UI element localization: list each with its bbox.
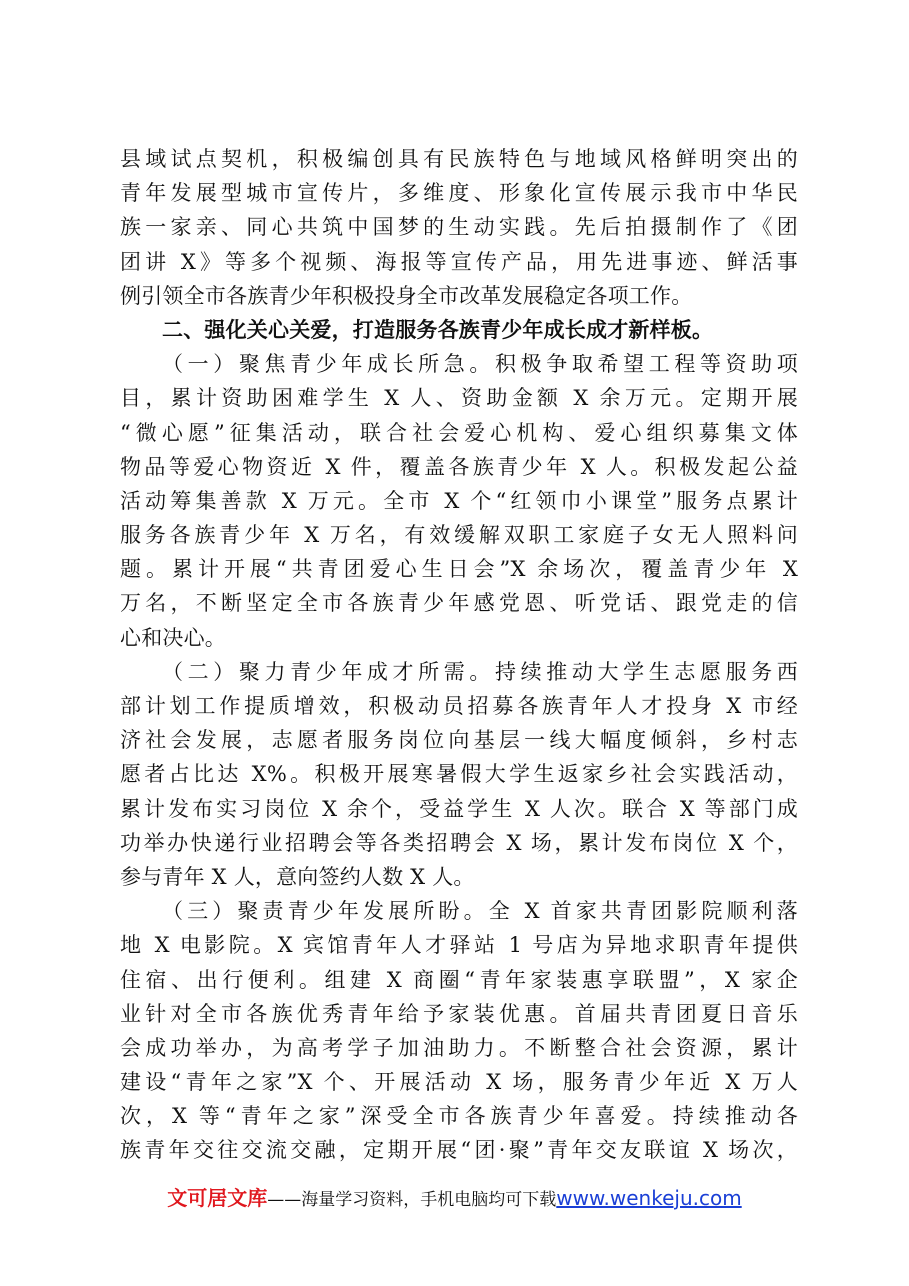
body-line: 住宿、出行便利。组建 X 商圈“青年家装惠享联盟”，X 家企 [120, 967, 798, 992]
footer-brand: 文可居文库 [167, 1186, 268, 1210]
footer-url-link[interactable]: www.wenkeju.com [556, 1186, 742, 1210]
body-line: 济社会发展，志愿者服务岗位向基层一线大幅度倾斜，乡村志 [120, 728, 798, 753]
body-line: 服务各族青少年 X 万名，有效缓解双职工家庭子女无人照料问 [120, 523, 798, 548]
body-line: 青年发展型城市宣传片，多维度、形象化宣传展示我市中华民 [120, 181, 798, 206]
body-line: 次，X 等“青年之家”深受全市各族青少年喜爱。持续推动各 [120, 1104, 798, 1129]
body-line: 建设“青年之家”X 个、开展活动 X 场，服务青少年近 X 万人 [120, 1070, 798, 1095]
body-line: 愿者占比达 X%。积极开展寒暑假大学生返家乡社会实践活动， [120, 762, 798, 787]
body-line: 团讲 X》等多个视频、海报等宣传产品，用先进事迹、鲜活事 [120, 249, 798, 274]
body-line: 累计发布实习岗位 X 余个，受益学生 X 人次。联合 X 等部门成 [120, 796, 798, 821]
document-body [120, 142, 798, 1168]
body-line: 万名，不断坚定全市各族青少年感党恩、听党话、跟党走的信 [120, 591, 798, 616]
body-line: 功举办快递行业招聘会等各类招聘会 X 场，累计发布岗位 X 个， [120, 830, 798, 855]
subsection-line: （三）聚责青少年发展所盼。全 X 首家共青团影院顺利落 [162, 899, 798, 924]
body-line: 参与青年 X 人，意向签约人数 X 人。 [120, 864, 475, 889]
body-line: 心和决心。 [120, 625, 226, 650]
body-line: 族青年交往交流交融，定期开展“团·聚”青年交友联谊 X 场次， [120, 1138, 798, 1163]
body-line: 地 X 电影院。X 宾馆青年人才驿站 1 号店为异地求职青年提供 [120, 933, 798, 958]
section-heading: 二、强化关心关爱，打造服务各族青少年成长成才新样板。 [162, 316, 714, 342]
body-line: 目，累计资助困难学生 X 人、资助金额 X 余万元。定期开展 [120, 386, 798, 411]
body-line: 题。累计开展“共青团爱心生日会”X 余场次，覆盖青少年 X [120, 557, 798, 582]
subsection-line: （二）聚力青少年成才所需。持续推动大学生志愿服务西 [162, 659, 798, 684]
body-line: 会成功举办，为高考学子加油助力。不断整合社会资源，累计 [120, 1035, 798, 1060]
footer-banner [0, 1182, 909, 1211]
footer-tagline: ——海量学习资料，手机电脑均可下载 [267, 1190, 557, 1210]
body-line: 部计划工作提质增效，积极动员招募各族青年人才投身 X 市经 [120, 694, 798, 718]
body-line: 县域试点契机，积极编创具有民族特色与地域风格鲜明突出的 [120, 147, 798, 171]
body-line: 物品等爱心物资近 X 件，覆盖各族青少年 X 人。积极发起公益 [120, 454, 798, 479]
body-line: 业针对全市各族优秀青年给予家装优惠。首届共青团夏日音乐 [120, 1001, 798, 1026]
body-line: 活动筹集善款 X 万元。全市 X 个“红领巾小课堂”服务点累计 [120, 488, 798, 513]
body-line: “微心愿”征集活动，联合社会爱心机构、爱心组织募集文体 [120, 420, 798, 445]
subsection-line: （一）聚焦青少年成长所急。积极争取希望工程等资助项 [162, 352, 798, 377]
body-line: 例引领全市各族青少年积极投身全市改革发展稳定各项工作。 [120, 283, 693, 308]
body-line: 族一家亲、同心共筑中国梦的生动实践。先后拍摄制作了《团 [120, 215, 798, 240]
